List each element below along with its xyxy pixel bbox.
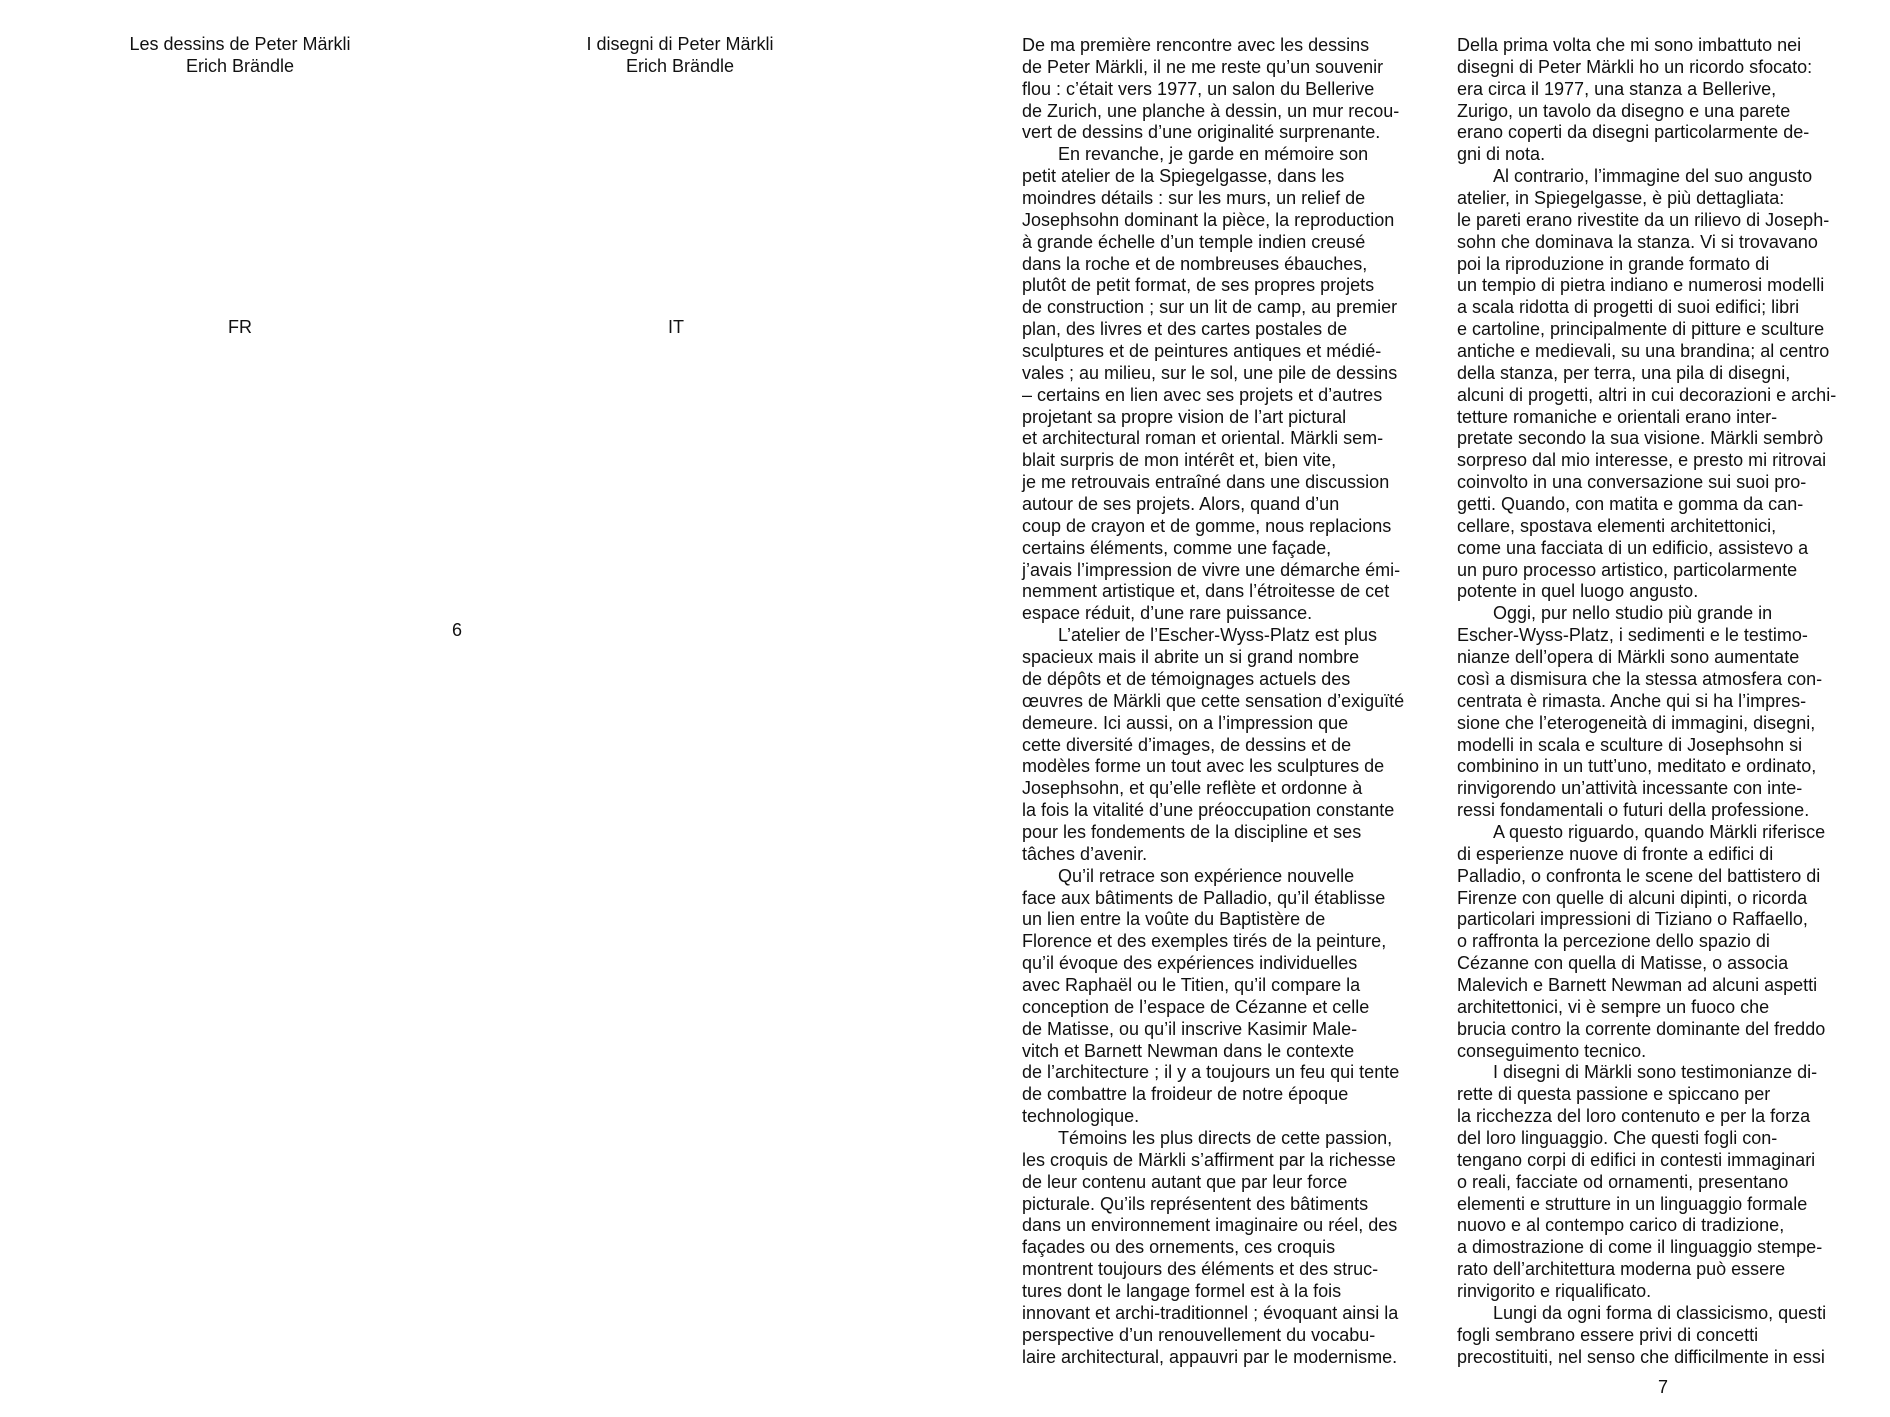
text-line: particolari impressioni di Tiziano o Raffaello,: [1457, 909, 1808, 930]
text-line: de construction ; sur un lit de camp, au premier: [1022, 297, 1398, 318]
page-number-left: 6: [452, 620, 463, 640]
text-line: dans un environnement imaginaire ou réel, des: [1022, 1215, 1398, 1236]
text-line: antiche e medievali, su una brandina; al centro: [1457, 341, 1830, 362]
text-line: – certains en lien avec ses projets et d’autres: [1022, 384, 1383, 405]
text-line: spacieux mais il abrite un si grand nombre: [1022, 647, 1360, 668]
text-line: et architectural roman et oriental. Märkli sem-: [1022, 428, 1384, 449]
text-line: brucia contro la corrente dominante del freddo: [1457, 1018, 1826, 1039]
text-line: rinvigorito e riqualificato.: [1457, 1280, 1652, 1301]
text-line: I disegni di Märkli sono testimonianze di-: [1493, 1062, 1818, 1083]
title-block-fr: [100, 33, 380, 77]
text-line: face aux bâtiments de Palladio, qu’il établisse: [1022, 887, 1386, 908]
text-line: Témoins les plus directs de cette passion,: [1058, 1127, 1393, 1148]
text-line: e cartoline, principalmente di pitture e sculture: [1457, 319, 1825, 340]
text-line: cette diversité d’images, de dessins et de: [1022, 734, 1352, 755]
text-line: demeure. Ici aussi, on a l’impression que: [1022, 712, 1349, 733]
language-label-fr: FR: [228, 317, 252, 337]
text-line: nuovo e al contempo carico di tradizione,: [1457, 1215, 1785, 1236]
text-line: della stanza, per terra, una pila di disegni,: [1457, 362, 1791, 383]
text-line: Oggi, pur nello studio più grande in: [1493, 603, 1773, 624]
text-line: del loro linguaggio. Che questi fogli con-: [1457, 1127, 1778, 1148]
text-line: Qu’il retrace son expérience nouvelle: [1058, 865, 1355, 886]
text-line: à grande échelle d’un temple indien creusé: [1022, 231, 1366, 252]
text-line: Palladio, o confronta le scene del battistero di: [1457, 865, 1821, 886]
text-line: En revanche, je garde en mémoire son: [1058, 144, 1369, 165]
text-line: modèles forme un tout avec les sculptures de: [1022, 756, 1385, 777]
text-line: œuvres de Märkli que cette sensation d’exiguïté: [1022, 690, 1405, 711]
title-fr: Les dessins de Peter Märkli: [129, 34, 351, 54]
text-line: un puro processo artistico, particolarmente: [1457, 559, 1798, 580]
text-line: de dépôts et de témoignages actuels des: [1022, 668, 1351, 689]
text-line: rinvigorendo un’attività incessante con inte-: [1457, 778, 1803, 799]
title-block-it: [540, 33, 820, 77]
text-line: rato dell’architettura moderna può essere: [1457, 1259, 1786, 1280]
text-line: centrata è rimasta. Anche qui si ha l’impres-: [1457, 690, 1807, 711]
page-number-right: 7: [1658, 1377, 1669, 1397]
text-line: plan, des livres et des cartes postales de: [1022, 319, 1348, 340]
text-line: tetture romaniche e orientali erano inter-: [1457, 406, 1778, 427]
text-line: coup de crayon et de gomme, nous replacions: [1022, 515, 1392, 536]
language-label-it: IT: [668, 317, 684, 337]
text-line: montrent toujours des éléments et des struc-: [1022, 1259, 1379, 1280]
text-line: nemment artistique et, dans l’étroitesse de cet: [1022, 581, 1390, 602]
text-line: Escher-Wyss-Platz, i sedimenti e le testimo-: [1457, 625, 1808, 646]
text-line: j’avais l’impression de vivre une démarche émi-: [1022, 559, 1401, 580]
text-line: nianze dell’opera di Märkli sono aumentate: [1457, 647, 1800, 668]
text-line: perspective d’un renouvellement du vocabu-: [1022, 1324, 1376, 1345]
text-line: un lien entre la voûte du Baptistère de: [1022, 909, 1326, 930]
text-line: Zurigo, un tavolo da disegno e una parete: [1457, 100, 1791, 121]
text-line: de l’architecture ; il y a toujours un feu qui tente: [1022, 1062, 1400, 1083]
text-line: o reali, facciate od ornamenti, presentano: [1457, 1171, 1789, 1192]
text-line: tures dont le langage formel est à la fois: [1022, 1280, 1342, 1301]
text-line: fogli sembrano essere privi di concetti: [1457, 1324, 1759, 1345]
text-line: conception de l’espace de Cézanne et celle: [1022, 996, 1370, 1017]
text-line: Josephsohn, et qu’elle reflète et ordonne à: [1022, 778, 1363, 799]
text-line: A questo riguardo, quando Märkli riferisce: [1493, 821, 1826, 842]
text-line: modelli in scala e sculture di Josephsohn si: [1457, 734, 1803, 755]
text-line: façades ou des ornements, ces croquis: [1022, 1237, 1336, 1258]
title-it: I disegni di Peter Märkli: [586, 34, 774, 54]
text-line: le pareti erano rivestite da un rilievo di Joseph-: [1457, 209, 1830, 230]
text-line: rette di questa passione e spiccano per: [1457, 1084, 1771, 1105]
text-line: de Peter Märkli, il ne me reste qu’un souvenir: [1022, 56, 1384, 77]
text-line: gni di nota.: [1457, 144, 1546, 165]
text-line: era circa il 1977, una stanza a Bellerive,: [1457, 78, 1777, 99]
text-line: erano coperti da disegni particolarmente de-: [1457, 122, 1810, 143]
text-line: plutôt de petit format, de ses propres projets: [1022, 275, 1375, 296]
text-column-fr: [1022, 35, 1458, 1368]
text-line: sohn che dominava la stanza. Vi si trovavano: [1457, 231, 1818, 252]
text-line: un tempio di pietra indiano e numerosi modelli: [1457, 275, 1825, 296]
text-line: flou : c’était vers 1977, un salon du Bellerive: [1022, 78, 1375, 99]
text-line: cellare, spostava elementi architettonici,: [1457, 515, 1777, 536]
text-line: moindres détails : sur les murs, un relief de: [1022, 188, 1366, 209]
author-fr: Erich Brändle: [185, 56, 295, 76]
text-line: Cézanne con quella di Matisse, o associa: [1457, 953, 1789, 974]
text-line: Josephsohn dominant la pièce, la reproduction: [1022, 209, 1395, 230]
text-line: laire architectural, appauvri par le modernisme.: [1022, 1346, 1398, 1367]
text-line: certains éléments, comme une façade,: [1022, 537, 1332, 558]
text-line: sculptures et de peintures antiques et médié-: [1022, 341, 1382, 362]
text-line: de combattre la froideur de notre époque: [1022, 1084, 1349, 1105]
text-line: de Zurich, une planche à dessin, un mur recou-: [1022, 100, 1400, 121]
text-line: così a dismisura che la stessa atmosfera con-: [1457, 668, 1823, 689]
text-line: Florence et des exemples tirés de la peinture,: [1022, 931, 1387, 952]
text-line: autour de ses projets. Alors, quand d’un: [1022, 494, 1340, 515]
text-line: la ricchezza del loro contenuto e per la forza: [1457, 1106, 1811, 1127]
text-line: o raffronta la percezione dello spazio di: [1457, 931, 1770, 952]
text-line: sorpreso dal mio interesse, e presto mi ritrovai: [1457, 450, 1827, 471]
text-line: tengano corpi di edifici in contesti immaginari: [1457, 1149, 1816, 1170]
text-line: la fois la vitalité d’une préoccupation constante: [1022, 800, 1395, 821]
text-line: Della prima volta che mi sono imbattuto nei: [1457, 35, 1802, 55]
text-line: disegni di Peter Märkli ho un ricordo sfocato:: [1457, 56, 1813, 77]
text-line: sione che l’eterogeneità di immagini, disegni,: [1457, 712, 1816, 733]
text-line: di esperienze nuove di fronte a edifici di: [1457, 843, 1774, 864]
text-line: avec Raphaël ou le Titien, qu’il compare la: [1022, 974, 1361, 995]
text-line: elementi e strutture in un linguaggio formale: [1457, 1193, 1808, 1214]
text-line: conseguimento tecnico.: [1457, 1040, 1647, 1061]
text-line: ressi fondamentali o futuri della professione.: [1457, 800, 1810, 821]
text-line: projetant sa propre vision de l’art pictural: [1022, 406, 1347, 427]
text-line: Lungi da ogni forma di classicismo, questi: [1493, 1302, 1827, 1323]
text-line: De ma première rencontre avec les dessins: [1022, 35, 1370, 55]
author-it: Erich Brändle: [625, 56, 735, 76]
text-line: je me retrouvais entraîné dans une discussion: [1022, 472, 1390, 493]
text-line: vert de dessins d’une originalité surprenante.: [1022, 122, 1381, 143]
text-line: architettonici, vi è sempre un fuoco che: [1457, 996, 1770, 1017]
text-line: vitch et Barnett Newman dans le contexte: [1022, 1040, 1355, 1061]
text-line: potente in quel luogo angusto.: [1457, 581, 1699, 602]
text-line: espace réduit, d’une rare puissance.: [1022, 603, 1313, 624]
text-line: L’atelier de l’Escher-Wyss-Platz est plus: [1058, 625, 1377, 646]
text-line: combinino in un tutt’uno, meditato e ordinato,: [1457, 756, 1817, 777]
text-line: technologique.: [1022, 1106, 1140, 1127]
text-line: innovant et archi-traditionnel ; évoquant ainsi la: [1022, 1302, 1399, 1323]
text-line: Firenze con quelle di alcuni dipinti, o ricorda: [1457, 887, 1808, 908]
text-column-it: [1457, 35, 1890, 1368]
text-line: poi la riproduzione in grande formato di: [1457, 253, 1770, 274]
text-line: precostituiti, nel senso che difficilmente in essi: [1457, 1346, 1825, 1367]
text-line: alcuni di progetti, altri in cui decorazioni e archi-: [1457, 384, 1837, 405]
text-line: come una facciata di un edificio, assistevo a: [1457, 537, 1809, 558]
text-line: a dimostrazione di come il linguaggio stempe-: [1457, 1237, 1823, 1258]
text-line: a scala ridotta di progetti di suoi edifici; libri: [1457, 297, 1800, 318]
text-line: blait surpris de mon intérêt et, bien vite,: [1022, 450, 1337, 471]
text-line: coinvolto in una conversazione sui suoi pro-: [1457, 472, 1807, 493]
text-line: pour les fondements de la discipline et ses: [1022, 821, 1362, 842]
text-line: de Matisse, ou qu’il inscrive Kasimir Male-: [1022, 1018, 1358, 1039]
text-line: de leur contenu autant que par leur force: [1022, 1171, 1348, 1192]
text-line: Malevich e Barnett Newman ad alcuni aspetti: [1457, 974, 1818, 995]
text-line: pretate secondo la sua visione. Märkli sembrò: [1457, 428, 1824, 449]
text-line: dans la roche et de nombreuses ébauches,: [1022, 253, 1368, 274]
text-line: les croquis de Märkli s’affirment par la richesse: [1022, 1149, 1396, 1170]
text-line: petit atelier de la Spiegelgasse, dans les: [1022, 166, 1345, 187]
text-line: Al contrario, l’immagine del suo angusto: [1493, 166, 1813, 187]
text-line: atelier, in Spiegelgasse, è più dettagliata:: [1457, 188, 1785, 209]
text-line: qu’il évoque des expériences individuelles: [1022, 953, 1358, 974]
text-line: tâches d’avenir.: [1022, 843, 1148, 864]
text-line: getti. Quando, con matita e gomma da can-: [1457, 494, 1804, 515]
text-line: vales ; au milieu, sur le sol, une pile de dessins: [1022, 362, 1398, 383]
text-line: picturale. Qu’ils représentent des bâtiments: [1022, 1193, 1369, 1214]
